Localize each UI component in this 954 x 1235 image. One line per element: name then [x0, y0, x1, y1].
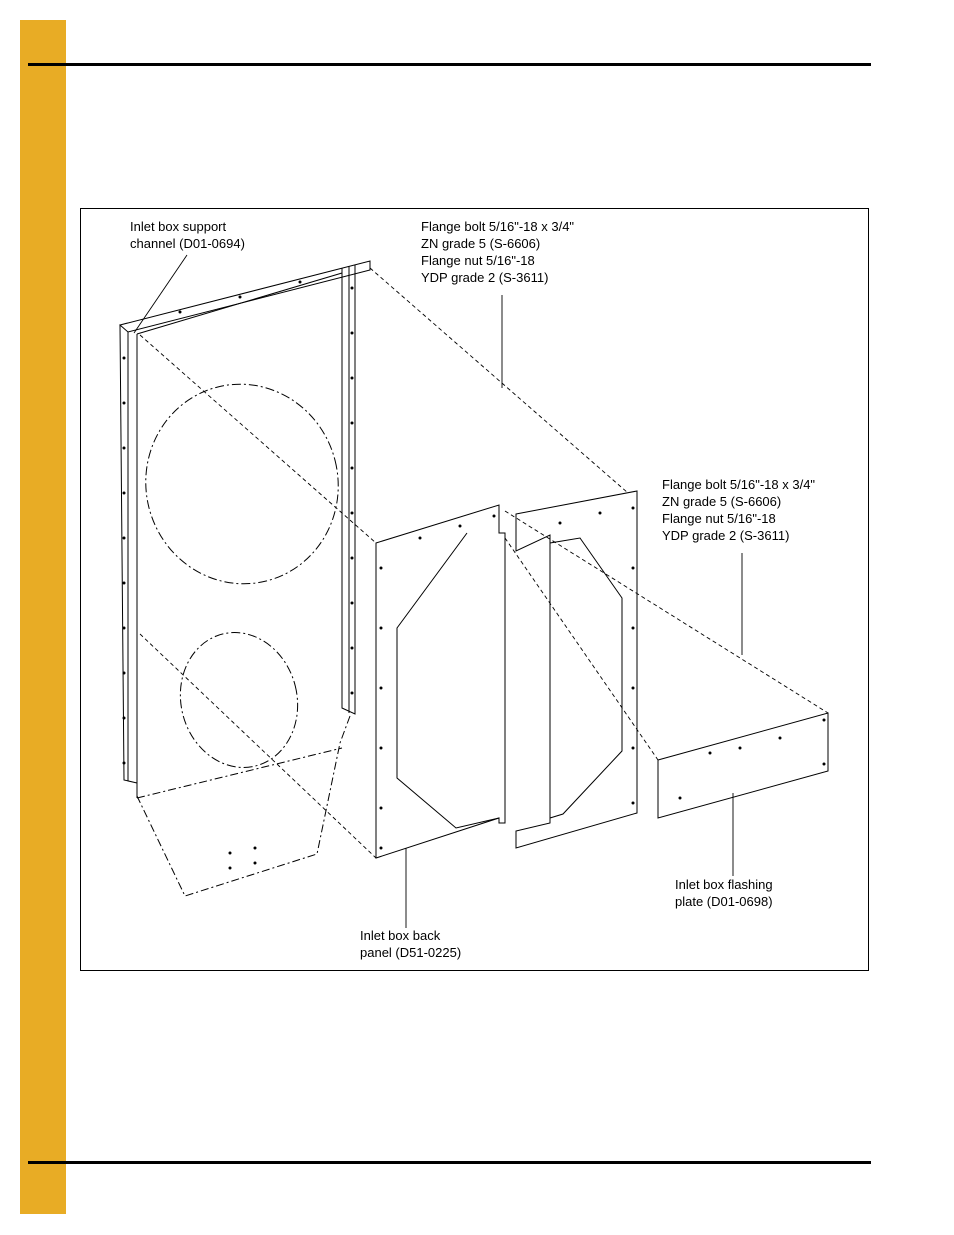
flashing-plate-part [658, 713, 828, 818]
back-panel-left-piece [376, 505, 505, 858]
bolt-holes [123, 281, 826, 870]
callout-back-panel: Inlet box back panel (D51-0225) [360, 928, 462, 960]
header-rule [28, 63, 871, 66]
callout-bolt-top: Flange bolt 5/16"-18 x 3/4" ZN grade 5 (S-6606) Flange nut 5/16"-18 YDP grade 2 (S-3611) [421, 219, 575, 285]
footer-rule [28, 1161, 871, 1164]
yellow-side-band [20, 20, 66, 1214]
callout-support-channel: Inlet box support channel (D01-0694) [130, 219, 245, 251]
support-channel-part [120, 261, 370, 896]
back-panel-right-piece [516, 491, 637, 848]
callout-bolt-right: Flange bolt 5/16"-18 x 3/4" ZN grade 5 (S-6606) Flange nut 5/16"-18 YDP grade 2 (S-3611) [662, 477, 816, 543]
exploded-assembly-drawing [80, 208, 869, 971]
callout-flashing-plate: Inlet box flashing plate (D01-0698) [675, 877, 773, 909]
